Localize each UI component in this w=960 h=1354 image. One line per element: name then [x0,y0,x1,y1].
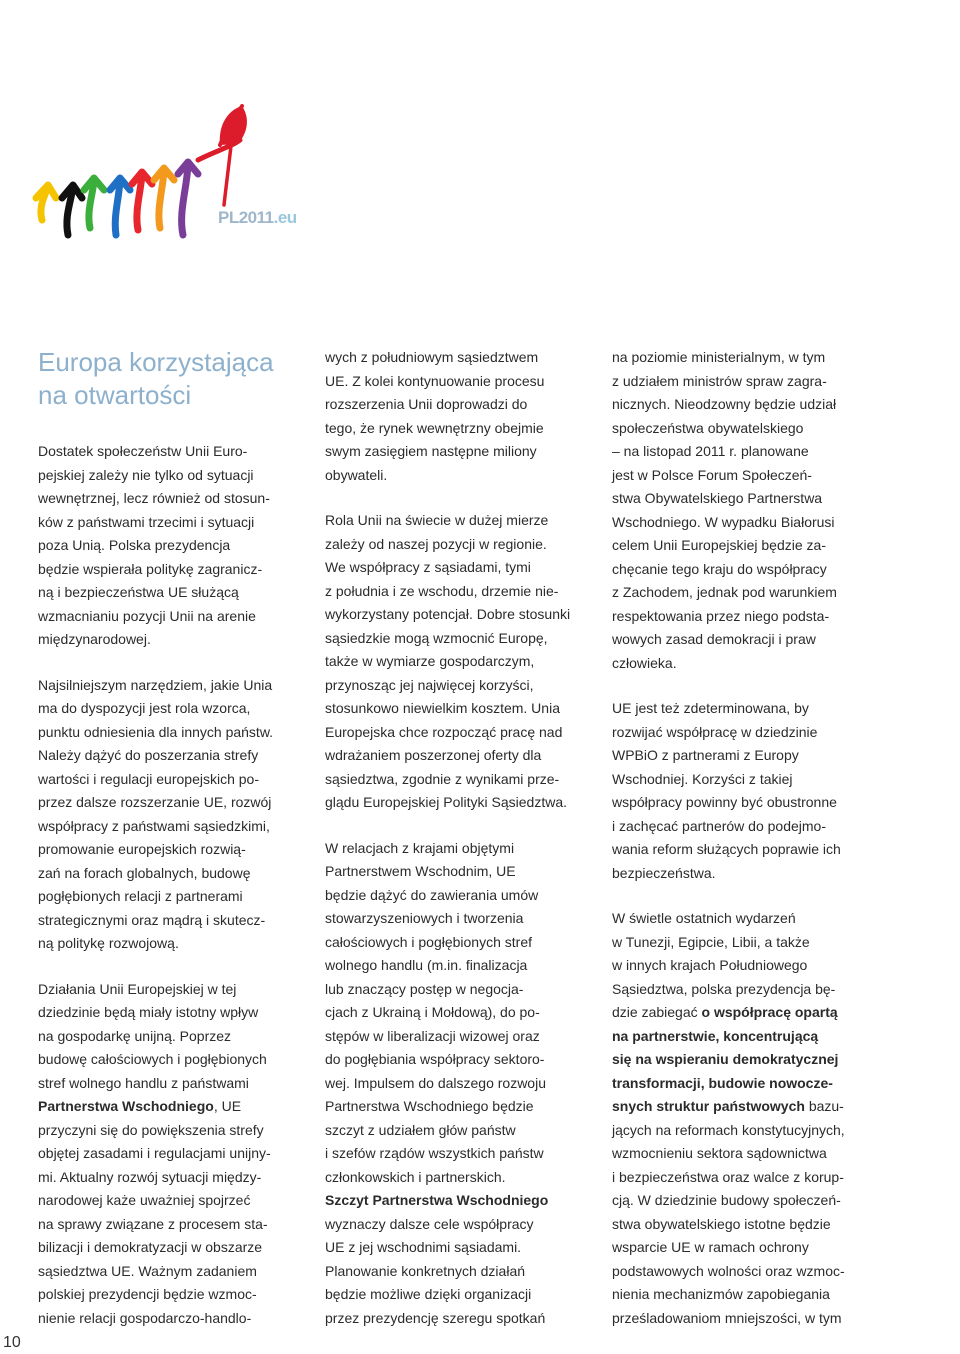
arrow-yellow [36,185,56,220]
col2-p3-bold: Szczyt Partnerstwa Wschodniego [325,1192,549,1208]
column-1 [38,346,300,1352]
arrow-orange [154,168,174,228]
logo-text [218,208,297,228]
arrow-blue [110,178,130,235]
col1-p3-text-b: , UE przyczyni się do powiększenia strefy objętej zasadami i regulacjami unijny- mi. Aktualny rozwój sytuacji między- narodowej każe uważniej spojrzeć na sprawy związane z procesem sta- bilizacji i demokratyzacji w obszarze sąsiedztwa UE. Ważnym zadaniem polskiej prezydencji będzie wzmoc- nienie relacji gospodarczo-handlo- [38,1098,271,1326]
column-2 [325,346,595,1352]
arrow-black [62,185,82,235]
col3-p3-bold: o współpracę opartą na partnerstwie, koncentrującą się na wspieraniu demokratycznej transformacji, budowie nowocze- snych struktur państwowych [612,1004,839,1114]
col2-paragraph-1: wych z południowym sąsiedztwem UE. Z kolei kontynuowanie procesu rozszerzenia Unii doprowadzi do tego, że rynek wewnętrzny obejmie swym zasięgiem następne miliony obywateli. [325,349,545,483]
section-heading: Europa korzystająca na otwartości [38,347,274,410]
col3-paragraph-3 [612,907,887,1330]
col3-p3-text-a: W świetle ostatnich wydarzeń w Tunezji, Egipcie, Libii, a także w innych krajach Południowego Sąsiedztwa, polska prezydencja bę- dzie zabiegać [612,910,836,1020]
arrow-purple [178,162,198,235]
arrow-green [84,178,104,228]
polish-flag-graphic [198,106,247,205]
pl2011-logo [28,100,298,250]
logo-text-suffix: .eu [273,208,297,227]
logo-text-main: PL2011 [218,208,274,227]
col2-paragraph-3 [325,837,595,1331]
col3-paragraph-1: na poziomie ministerialnym, w tym z udziałem ministrów spraw zagra- nicznych. Nieodzowny będzie udział społeczeństwa obywatelskiego – na listopad 2011 r. planowane jest w Polsce Forum Społeczeń- stwa Obywatelskiego Partnerstwa Wschodniego. W wypadku Białorusi celem Unii Europejskiej będzie za- chęcanie tego kraju do współpracy z Zachodem, jednak pod warunkiem respektowania przez niego podsta- wowych zasad demokracji i praw człowieka. [612,349,837,671]
col3-p3-text-b: bazu- jących na reformach konstytucyjnych, wzmocnieniu sektora sądownictwa i bezpieczeństwa oraz walce z korup- cją. W dziedzinie budowy społeczeń- stwa obywatelskiego istotne będzie wsparcie UE w ramach ochrony podstawowych wolności oraz wzmoc- nienia mechanizmów zapobiegania prześladowaniom mniejszości, w tym [612,1098,845,1326]
col2-p3-text-a: W relacjach z krajami objętymi Partnerstwem Wschodnim, UE będzie dążyć do zawierania umów stowarzyszeniowych i tworzenia całościowych i pogłębionych stref wolnego handlu (m.in. finalizacja lub znaczący postęp w negocja- cjach z Ukrainą i Mołdową), do po- stępów w liberalizacji wizowej oraz do pogłębiania współpracy sektoro- wej. Impulsem do dalszego rozwoju Partnerstwa Wschodniego będzie szczyt z udziałem głów państw i szefów rządów wszystkich państw członkowskich i partnerskich. [325,839,546,1185]
col1-p3-text-a: Działania Unii Europejskiej w tej dziedzinie będą miały istotny wpływ na gospodarkę unijną. Poprzez budowę całościowych i pogłębionych stref wolnego handlu z państwami [38,980,267,1091]
col2-paragraph-2: Rola Unii na świecie w dużej mierze zależy od naszej pozycji w regionie. We współpracy z sąsiadami, tymi z południa i ze wschodu, drzemie nie- wykorzystany potencjał. Dobre stosunki sąsiedzkie mogą wzmocnić Europę, także w wymiarze gospodarczym, przynosząc jej najwięcej korzyści, stosunkowo niewielkim kosztem. Unia Europejska chce rozpocząć pracę nad wdrażaniem poszerzonej oferty dla sąsiedztwa, zgodnie z wynikami prze- glądu Europejskiej Polityki Sąsiedztwa. [325,512,571,810]
col1-p3-bold: Partnerstwa Wschodniego [38,1098,214,1114]
col1-paragraph-2: Najsilniejszym narzędziem, jakie Unia ma do dyspozycji jest rola wzorca, punktu odniesienia dla innych państw. Należy dążyć do poszerzania strefy wartości i regulacji europejskich po- przez dalsze rozszerzanie UE, rozwój współpracy z państwami sąsiedzkimi, promowanie europejskich rozwią- zań na forach globalnych, budowę pogłębionych relacji z partnerami strategicznymi oraz mądrą i skutecz- ną politykę rozwojową. [38,676,274,951]
col1-paragraph-1: Dostatek społeczeństw Unii Euro- pejskiej zależy nie tylko od sytuacji wewnętrznej, lecz również od stosun- ków z państwami trzecimi i sytuacji poza Unią. Polska prezydencja będzie wspierała politykę zagranicz- ną i bezpieczeństwa UE służącą wzmacnianiu pozycji Unii na arenie międzynarodowej. [38,443,270,647]
column-3 [612,346,887,1352]
arrow-red [132,172,152,230]
col2-p3-text-b: wyznaczy dalsze cele współpracy UE z jej wschodnimi sąsiadami. Planowanie konkretnych działań będzie możliwe dzięki organizacji przez prezydencję szeregu spotkań [325,1215,546,1326]
col1-paragraph-3 [38,978,300,1331]
page-number: 10 [3,1334,21,1351]
col3-paragraph-2: UE jest też zdeterminowana, by rozwijać współpracę w dziedzinie WPBiO z partnerami z Europy Wschodniej. Korzyści z takiej współpracy powinny być obustronne i zachęcać partnerów do podejmo- wania reform służących poprawie ich bezpieczeństwa. [612,700,841,881]
